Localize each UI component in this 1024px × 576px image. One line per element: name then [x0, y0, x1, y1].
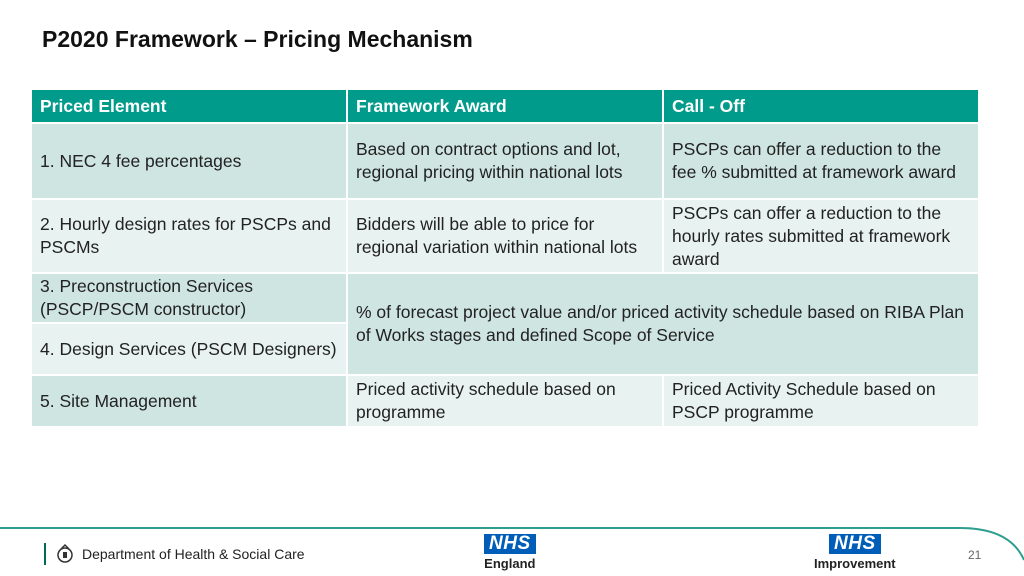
call-off-cell: PSCPs can offer a reduction to the hourly rates submitted at framework award: [663, 199, 979, 273]
priced-element-cell: 5. Site Management: [31, 375, 347, 427]
page-title: P2020 Framework – Pricing Mechanism: [42, 26, 473, 52]
priced-element-cell: 4. Design Services (PSCM Designers): [31, 323, 347, 375]
priced-element-cell: 2. Hourly design rates for PSCPs and PSCMs: [31, 199, 347, 273]
nhs-logo-mark: NHS: [829, 534, 881, 554]
column-header-priced-element: Priced Element: [31, 89, 347, 123]
priced-element-cell: 3. Preconstruction Services (PSCP/PSCM constructor): [31, 273, 347, 323]
page-number: 21: [968, 548, 982, 562]
framework-award-cell: Bidders will be able to price for regional variation within national lots: [347, 199, 663, 273]
dhsc-label: Department of Health & Social Care: [82, 546, 305, 562]
dhsc-bar: [44, 543, 46, 565]
table-row: [31, 199, 979, 273]
merged-pricing-cell: % of forecast project value and/or priced activity schedule based on RIBA Plan of Works stages and defined Scope of Service: [347, 273, 979, 375]
framework-award-cell: Based on contract options and lot, regional pricing within national lots: [347, 123, 663, 199]
call-off-cell: Priced Activity Schedule based on PSCP programme: [663, 375, 979, 427]
royal-crest-icon: [54, 543, 76, 565]
nhs-logo-mark: NHS: [484, 534, 536, 554]
table-row: [31, 123, 979, 199]
nhs-improvement-logo: [814, 534, 896, 571]
table-row: [31, 273, 979, 323]
nhs-improvement-label: Improvement: [814, 556, 896, 571]
priced-element-cell: 1. NEC 4 fee percentages: [31, 123, 347, 199]
nhs-england-label: England: [484, 556, 536, 571]
call-off-cell: PSCPs can offer a reduction to the fee % submitted at framework award: [663, 123, 979, 199]
table-header-row: [31, 89, 979, 123]
framework-award-cell: Priced activity schedule based on programme: [347, 375, 663, 427]
column-header-framework-award: Framework Award: [347, 89, 663, 123]
dhsc-logo: [44, 541, 305, 567]
column-header-call-off: Call - Off: [663, 89, 979, 123]
pricing-table: [30, 88, 980, 428]
table-row: [31, 375, 979, 427]
nhs-england-logo: [484, 534, 536, 571]
